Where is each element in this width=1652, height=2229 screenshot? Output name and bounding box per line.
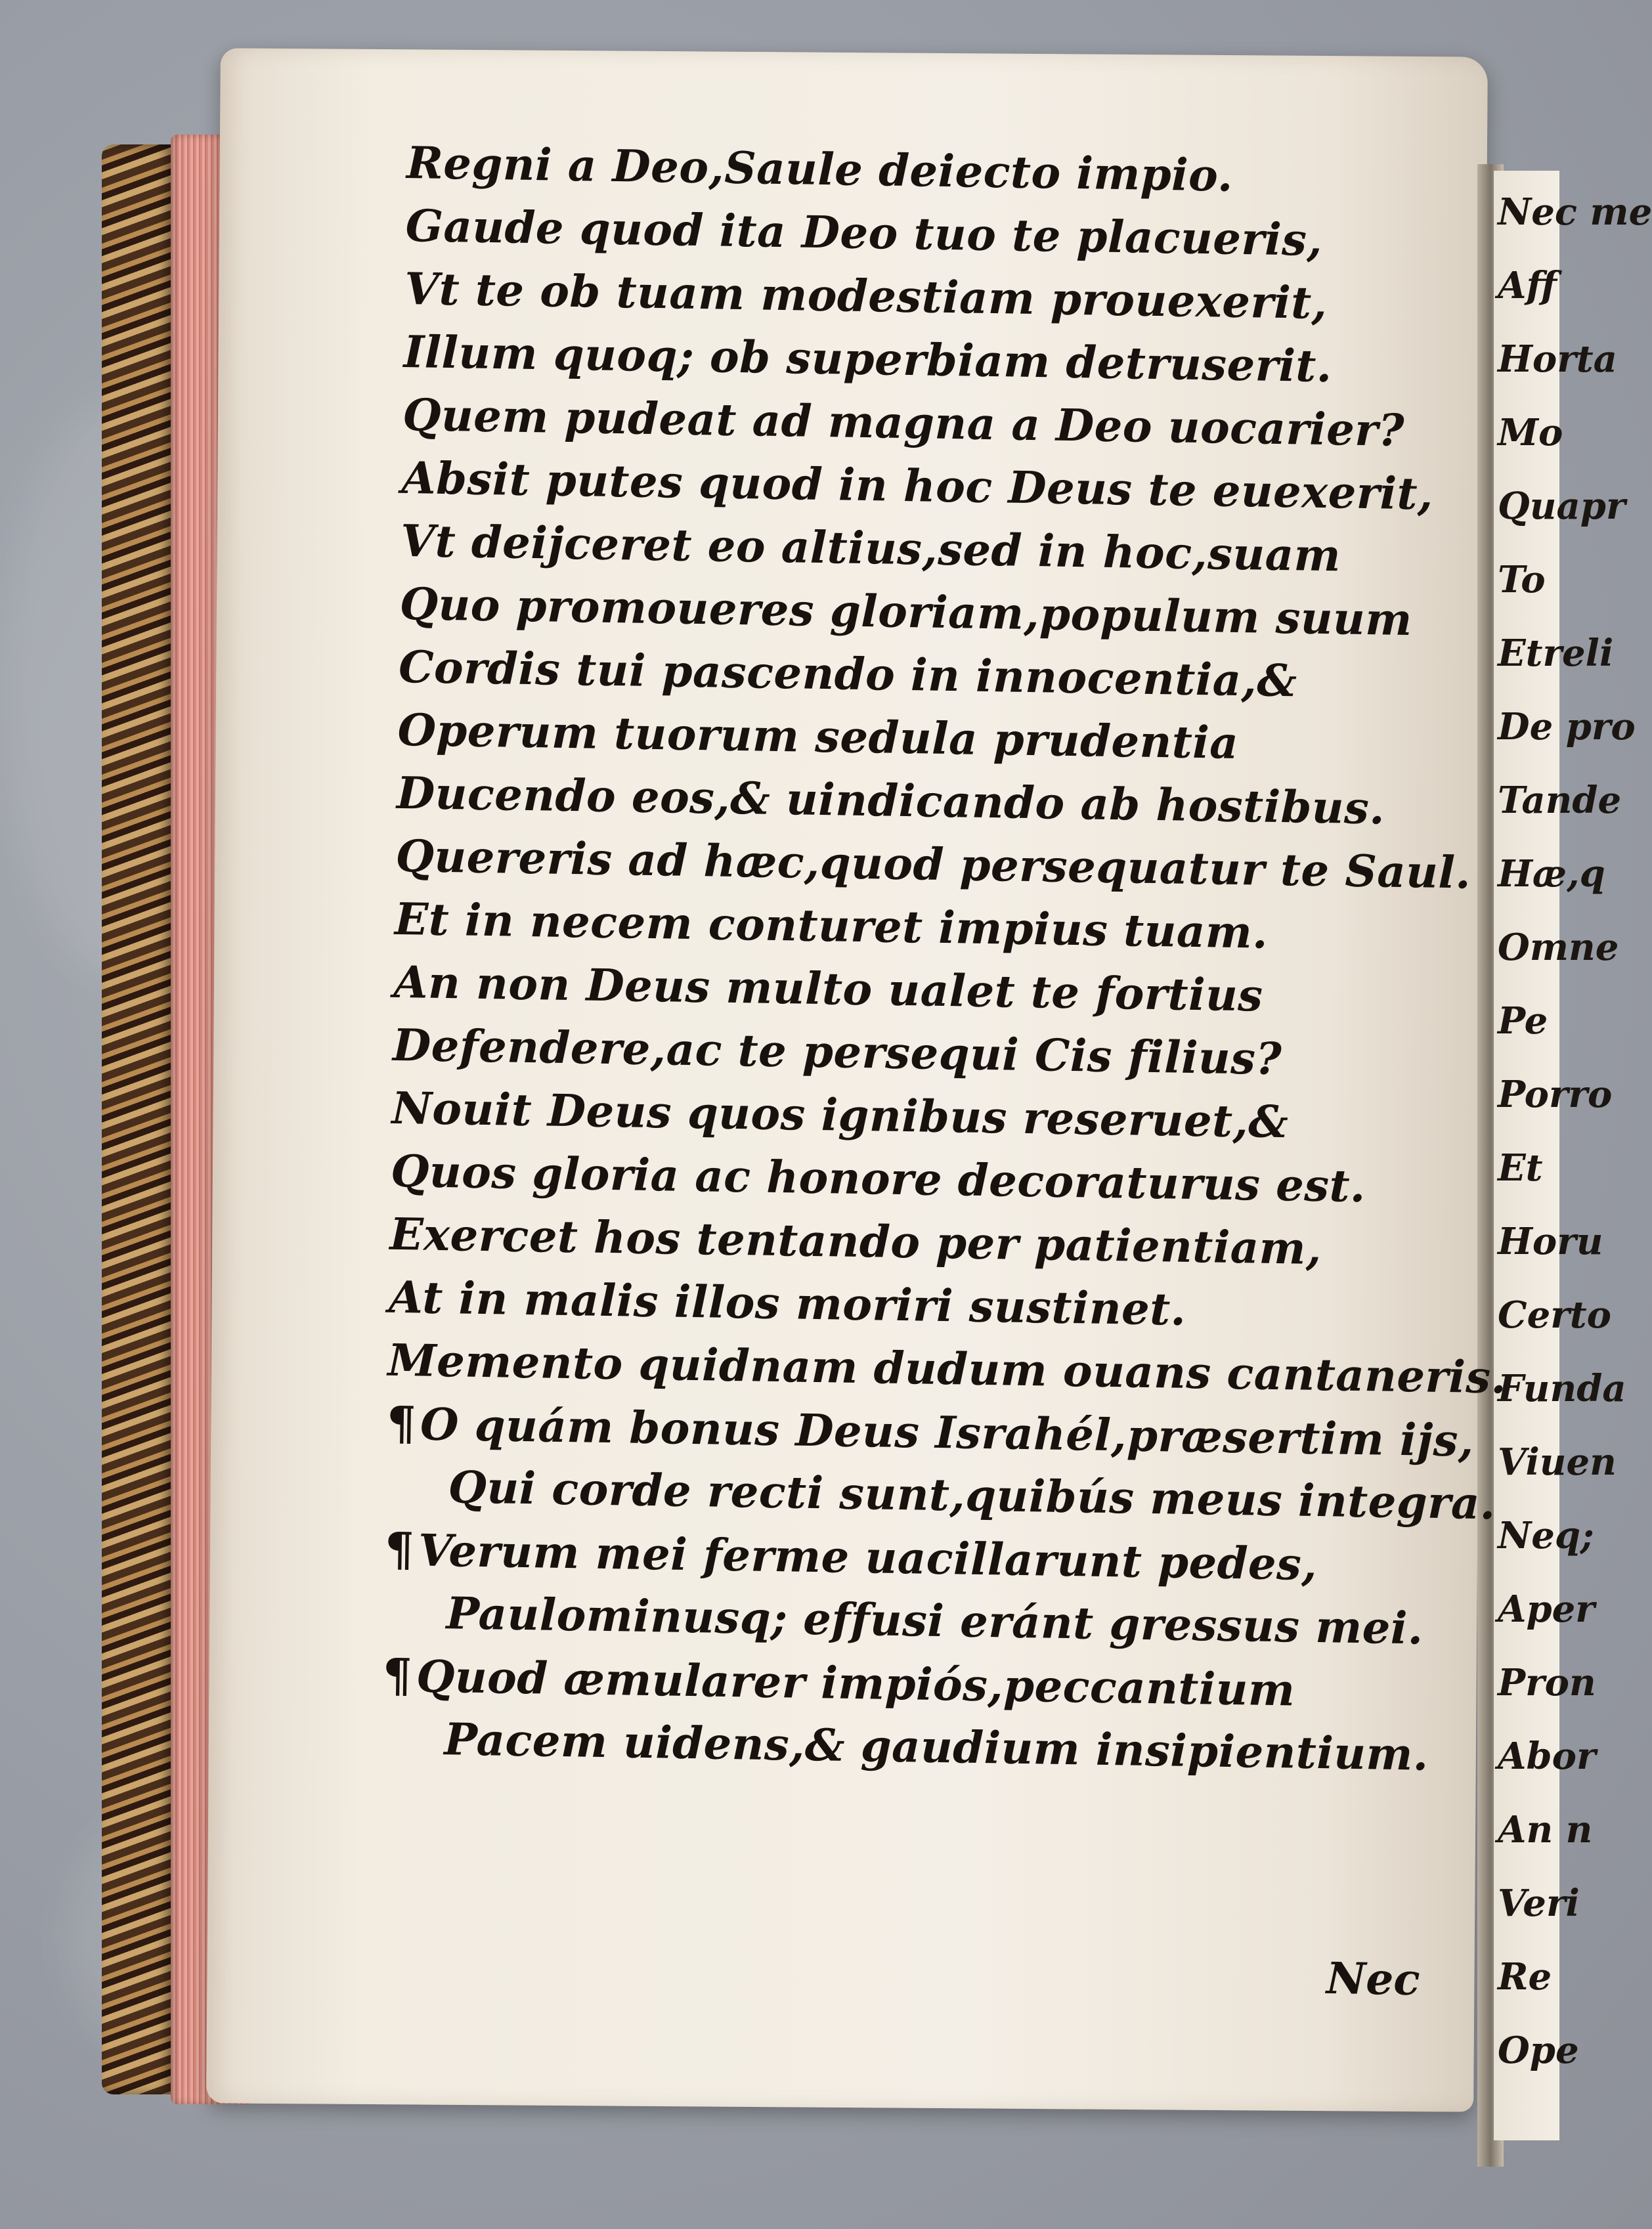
facing-line: Pe [1498, 999, 1548, 1043]
facing-line: Neq; [1498, 1514, 1594, 1557]
facing-line: Tande [1498, 779, 1622, 822]
line-text: Verum mei ferme uacillarunt pedes, [418, 1524, 1318, 1591]
page-text [381, 131, 1508, 1785]
facing-line: Quapr [1498, 485, 1626, 528]
line-text: Quod æmularer impiós,peccantium [416, 1650, 1296, 1716]
pilcrow-mark: ¶ [384, 1521, 415, 1577]
pilcrow-mark: ¶ [382, 1647, 413, 1703]
facing-line: Horu [1498, 1220, 1603, 1263]
facing-line: Omne [1498, 926, 1619, 969]
line-text: Absit putes quod in hoc Deus te euexerit, [401, 451, 1434, 520]
facing-line: Ope [1498, 2029, 1579, 2072]
facing-line: To [1498, 558, 1546, 601]
facing-line: Re [1498, 1955, 1552, 1999]
line-text: At in malis illos moriri sustinet. [388, 1270, 1187, 1335]
line-text: Nouit Deus quos ignibus reseruet,& [391, 1081, 1289, 1148]
line-text: Pacem uidens,& gaudium insipientium. [443, 1713, 1429, 1781]
line-text: Defendere,ac te persequi Cis filius? [392, 1018, 1282, 1085]
facing-line: Etreli [1498, 632, 1614, 675]
facing-line: Certo [1498, 1293, 1611, 1337]
line-text: Quos gloria ac honore decoraturus est. [390, 1144, 1366, 1213]
line-text: Quem pudeat ad magna a Deo uocarier? [402, 388, 1405, 456]
facing-line: De pro [1498, 705, 1636, 748]
facing-line: Abor [1498, 1735, 1596, 1778]
line-text: Qui corde recti sunt,quibús meus integra. [447, 1461, 1496, 1530]
line-text: Regni a Deo,Saule deiecto impio. [406, 136, 1234, 202]
line-text: O quám bonus Deus Israhél,præsertim ijs, [420, 1398, 1475, 1467]
line-text: Illum quoq; ob superbiam detruserit. [403, 325, 1333, 393]
line-text: Vt te ob tuam modestiam prouexerit, [404, 262, 1328, 330]
facing-line: An n [1498, 1808, 1593, 1851]
line-text: Ducendo eos,& uindicando ab hostibus. [396, 766, 1385, 834]
line-text: Cordis tui pascendo in innocentia,& [398, 640, 1298, 707]
pilcrow-mark: ¶ [386, 1395, 417, 1451]
line-text: Quereris ad hæc,quod persequatur te Saul. [395, 829, 1471, 899]
facing-line: Viuen [1498, 1440, 1617, 1484]
facing-line: Funda [1498, 1367, 1626, 1410]
line-text: Et in necem conturet impius tuam. [394, 892, 1269, 959]
line-text: Gaude quod ita Deo tuo te placueris, [405, 199, 1323, 266]
facing-line: Hæ,q [1498, 852, 1605, 896]
facing-line: Horta [1498, 337, 1617, 381]
facing-line: Veri [1498, 1882, 1580, 1925]
facing-page [1494, 171, 1652, 2140]
facing-line: Et [1498, 1146, 1543, 1190]
facing-line: Pron [1498, 1661, 1596, 1704]
line-text: Vt deijceret eo altius,sed in hoc,suam [400, 514, 1341, 582]
line-text: Quo promoueres gloriam,populum suum [399, 577, 1413, 646]
line-text: Exercet hos tentando per patientiam, [389, 1207, 1322, 1275]
line-text: Memento quidnam dudum ouans cantaneris. [387, 1333, 1508, 1404]
facing-line: Porro [1498, 1073, 1613, 1116]
facing-line: Mo [1498, 411, 1563, 454]
line-text: Operum tuorum sedula prudentia [397, 703, 1239, 769]
facing-line: Aper [1498, 1588, 1595, 1631]
facing-line: Aff [1498, 264, 1557, 307]
book-spine [102, 144, 174, 2094]
catchword: Nec [1326, 1952, 1421, 2006]
facing-line: Nec me [1498, 190, 1652, 234]
line-text: An non Deus multo ualet te fortius [393, 955, 1264, 1022]
line-text: Paulominusq; effusi eránt gressus mei. [445, 1587, 1424, 1655]
